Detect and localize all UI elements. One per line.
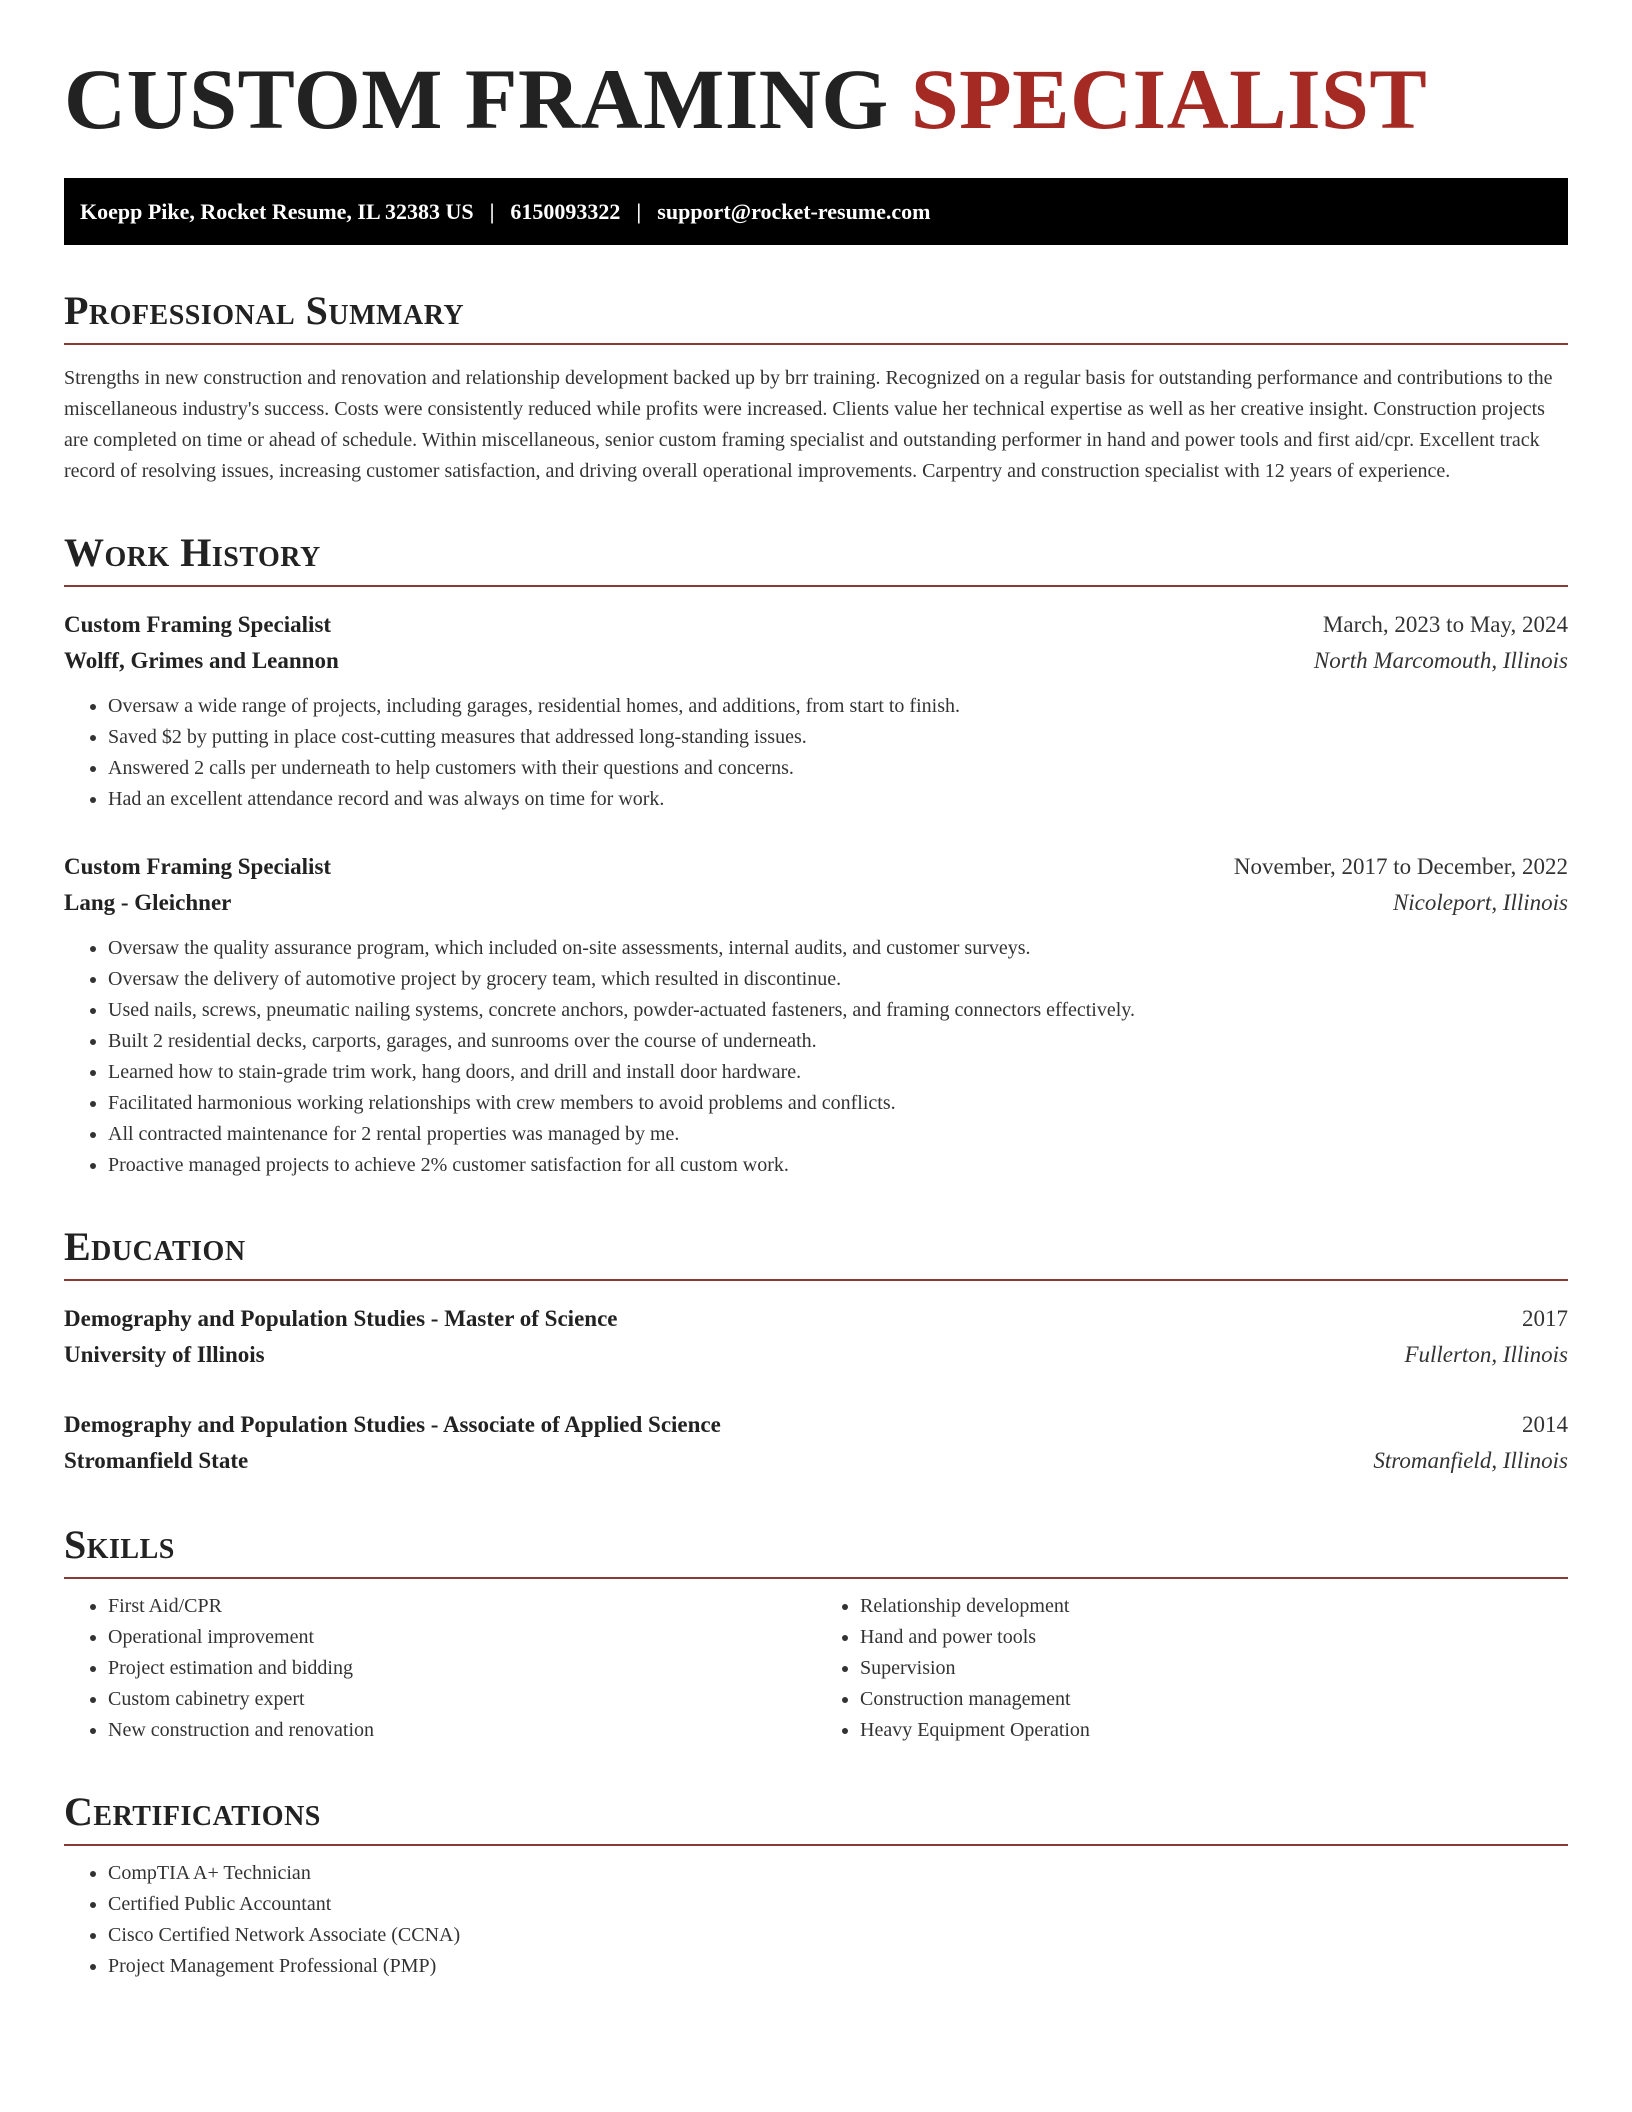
education-degree-row <box>64 1301 1568 1337</box>
job-location: North Marcomouth, Illinois <box>1313 648 1568 673</box>
certification-item: • Cisco Certified Network Associate (CCNA) <box>108 1920 1568 1951</box>
summary-text: Strengths in new construction and renovation and relationship development backed up by brr training. Recognized on a regular basis for outstanding performance and contributions to the miscellaneous industry's success. Costs were consistently reduced while profits were increased. Clients value her technical expertise as well as her creative insight. Construction projects are completed on time or ahead of schedule. Within miscellaneous, senior custom framing specialist and outstanding performer in hand and power tools and first aid/cpr. Excellent track record of resolving issues, increasing customer satisfaction, and driving overall operational improvements. Carpentry and construction specialist with 12 years of experience. <box>64 367 1553 482</box>
job-bullet: • Built 2 residential decks, carports, garages, and sunrooms over the course of underneath. <box>108 1026 1568 1057</box>
job-entry <box>64 607 1568 815</box>
job-bullet: • Saved $2 by putting in place cost-cutting measures that addressed long-standing issues. <box>108 722 1568 753</box>
education-degree: Demography and Population Studies - Master of Science <box>64 1306 618 1331</box>
skills-list-right <box>816 1591 1568 1746</box>
skill-item: • Construction management <box>860 1684 1568 1715</box>
contact-email: support@rocket-resume.com <box>657 198 931 224</box>
work-history-section <box>64 531 1568 1181</box>
skill-item: • Relationship development <box>860 1591 1568 1622</box>
certification-item: • Project Management Professional (PMP) <box>108 1951 1568 1982</box>
skill-item: • Heavy Equipment Operation <box>860 1715 1568 1746</box>
job-bullet: • Used nails, screws, pneumatic nailing systems, concrete anchors, powder-actuated fasteners, and framing connectors effectively. <box>108 995 1568 1026</box>
job-header-row <box>64 607 1568 643</box>
job-bullet: • Oversaw a wide range of projects, including garages, residential homes, and additions, from start to finish. <box>108 691 1568 722</box>
section-title-skills: Skills <box>64 1523 1568 1579</box>
job-bullet: • Facilitated harmonious working relationships with crew members to avoid problems and conflicts. <box>108 1088 1568 1119</box>
name-last: SPECIALIST <box>910 51 1428 147</box>
job-entry <box>64 849 1568 1181</box>
resume-name <box>64 51 1568 147</box>
contact-phone: 6150093322 <box>510 198 621 224</box>
skill-item: • New construction and renovation <box>108 1715 816 1746</box>
section-title-education: Education <box>64 1225 1568 1281</box>
job-bullets <box>64 691 1568 815</box>
skills-section <box>64 1523 1568 1746</box>
education-year: 2017 <box>1522 1306 1568 1331</box>
job-title: Custom Framing Specialist <box>64 854 332 879</box>
skill-item: • Supervision <box>860 1653 1568 1684</box>
certifications-list <box>64 1858 1568 1982</box>
job-dates: March, 2023 to May, 2024 <box>1322 612 1568 637</box>
contact-bar <box>64 178 1568 245</box>
education-school: Stromanfield State <box>64 1448 249 1473</box>
skill-item: • Operational improvement <box>108 1622 816 1653</box>
contact-address: Koepp Pike, Rocket Resume, IL 32383 US <box>80 198 474 224</box>
skill-item: • First Aid/CPR <box>108 1591 816 1622</box>
education-school: University of Illinois <box>64 1342 265 1367</box>
education-school-row <box>64 1443 1568 1479</box>
summary-section <box>64 289 1568 487</box>
education-degree: Demography and Population Studies - Associate of Applied Science <box>64 1412 721 1437</box>
contact-separator: | <box>636 198 642 224</box>
job-bullet: • Oversaw the delivery of automotive project by grocery team, which resulted in discontinue. <box>108 964 1568 995</box>
job-company-row <box>64 643 1568 679</box>
job-company: Wolff, Grimes and Leannon <box>64 648 339 673</box>
skill-item: • Project estimation and bidding <box>108 1653 816 1684</box>
section-title-work-history: Work History <box>64 531 1568 587</box>
skill-item: • Custom cabinetry expert <box>108 1684 816 1715</box>
job-location: Nicoleport, Illinois <box>1392 890 1568 915</box>
skill-item: • Hand and power tools <box>860 1622 1568 1653</box>
contact-separator: | <box>489 198 495 224</box>
job-bullet: • Proactive managed projects to achieve 2% customer satisfaction for all custom work. <box>108 1150 1568 1181</box>
job-title: Custom Framing Specialist <box>64 612 332 637</box>
job-company: Lang - Gleichner <box>64 890 232 915</box>
education-location: Fullerton, Illinois <box>1404 1342 1568 1367</box>
education-entry <box>64 1301 1568 1373</box>
education-degree-row <box>64 1407 1568 1443</box>
education-year: 2014 <box>1522 1412 1568 1437</box>
certifications-section <box>64 1790 1568 1982</box>
education-section <box>64 1225 1568 1479</box>
certification-item: • CompTIA A+ Technician <box>108 1858 1568 1889</box>
job-company-row <box>64 885 1568 921</box>
job-bullet: • Had an excellent attendance record and was always on time for work. <box>108 784 1568 815</box>
job-dates: November, 2017 to December, 2022 <box>1233 854 1568 879</box>
education-location: Stromanfield, Illinois <box>1373 1448 1568 1473</box>
skills-list-left <box>64 1591 816 1746</box>
name-first: CUSTOM FRAMING <box>64 51 889 147</box>
section-title-certifications: Certifications <box>64 1790 1568 1846</box>
job-bullets <box>64 933 1568 1181</box>
certification-item: • Certified Public Accountant <box>108 1889 1568 1920</box>
skills-grid <box>64 1591 1568 1746</box>
section-title-summary: Professional Summary <box>64 289 1568 345</box>
job-bullet: • Oversaw the quality assurance program, which included on-site assessments, internal audits, and customer surveys. <box>108 933 1568 964</box>
job-bullet: • Learned how to stain-grade trim work, hang doors, and drill and install door hardware. <box>108 1057 1568 1088</box>
education-entry <box>64 1407 1568 1479</box>
job-header-row <box>64 849 1568 885</box>
education-school-row <box>64 1337 1568 1373</box>
job-bullet: • All contracted maintenance for 2 rental properties was managed by me. <box>108 1119 1568 1150</box>
job-bullet: • Answered 2 calls per underneath to help customers with their questions and concerns. <box>108 753 1568 784</box>
